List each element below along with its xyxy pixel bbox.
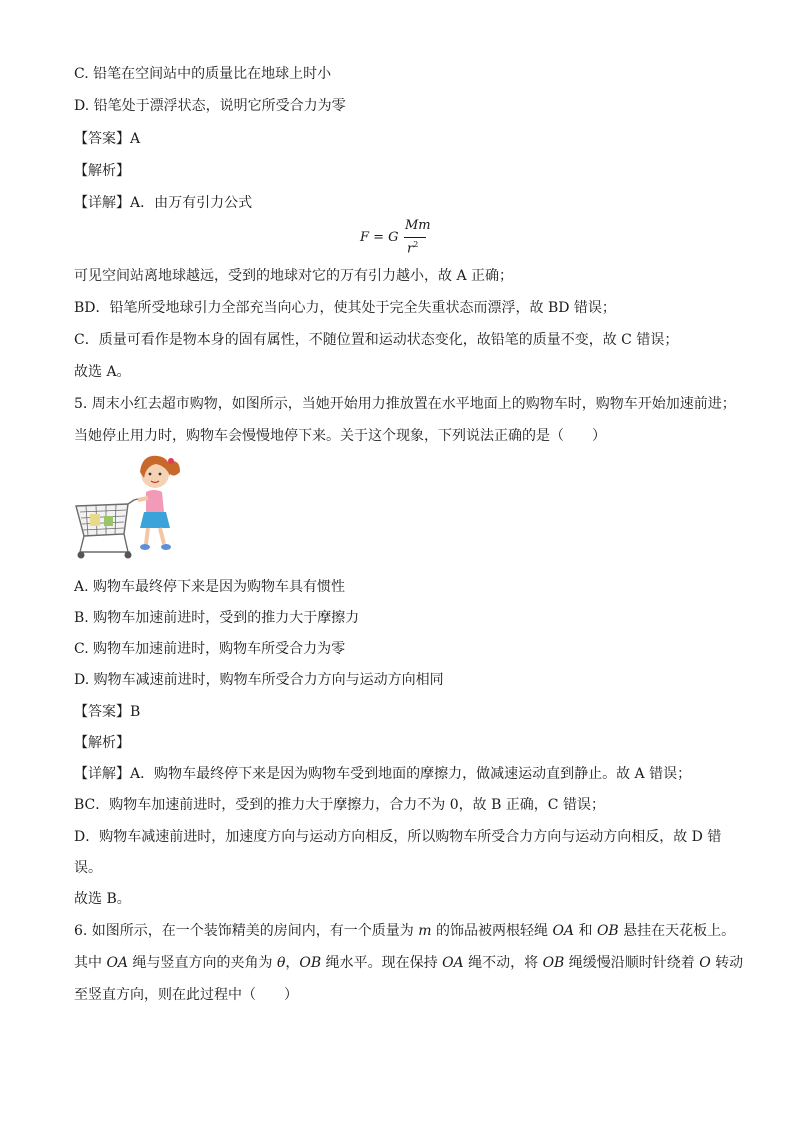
- girl-figure: [138, 456, 180, 550]
- option-c: C. 铅笔在空间站中的质量比在地球上时小: [74, 66, 332, 82]
- detail-line: C．质量可看作是物本身的固有属性，不随位置和运动状态变化，故铅笔的质量不变，故 C 错误；: [74, 332, 679, 348]
- option-a: A. 购物车最终停下来是因为购物车具有惯性: [74, 579, 346, 595]
- detail-d: D．购物车减速前进时，加速度方向与运动方向相反，所以购物车所受合力方向与运动方向相反，故 D 错: [74, 829, 722, 845]
- option-d: D. 铅笔处于漂浮状态，说明它所受合力为零: [74, 98, 346, 114]
- option-b: B. 购物车加速前进时，受到的推力大于摩擦力: [74, 610, 360, 626]
- question-6: 6. 如图所示，在一个装饰精美的房间内，有一个质量为 m 的饰品被两根轻绳 OA 和 OB 悬挂在天花板上。: [74, 923, 736, 939]
- option-d: D. 购物车减速前进时，购物车所受合力方向与运动方向相同: [74, 672, 444, 688]
- formula-denominator: $r^2$: [407, 240, 419, 257]
- analysis-label: 【解析】: [74, 163, 130, 179]
- answer-label: 【答案】A: [74, 131, 141, 147]
- question-6-end: 至竖直方向，则在此过程中（ ）: [74, 987, 298, 1003]
- choose-line: 故选 B。: [74, 891, 131, 907]
- detail-a: 【详解】A．由万有引力公式: [74, 195, 253, 211]
- fraction-bar: [404, 237, 426, 238]
- option-c: C. 购物车加速前进时，购物车所受合力为零: [74, 641, 346, 657]
- choose-line: 故选 A。: [74, 364, 131, 380]
- formula-numerator: Mm: [405, 218, 431, 233]
- gravitation-formula: [360, 218, 450, 262]
- detail-bc: BC．购物车加速前进时，受到的推力大于摩擦力，合力不为 0，故 B 正确，C 错误；: [74, 797, 605, 813]
- question-5: 5. 周末小红去超市购物，如图所示，当她开始用力推放置在水平地面上的购物车时，购物车开始加速前进；: [74, 396, 736, 412]
- detail-a: 【详解】A．购物车最终停下来是因为购物车受到地面的摩擦力，做减速运动直到静止。故 A 错误；: [74, 766, 692, 782]
- answer-label: 【答案】B: [74, 704, 141, 720]
- girl-pushing-cart-illustration: [72, 448, 192, 566]
- detail-line: 可见空间站离地球越远，受到的地球对它的万有引力越小，故 A 正确；: [74, 268, 514, 284]
- formula-lhs: F = G: [360, 230, 399, 245]
- question-6-cont: 其中 OA 绳与竖直方向的夹角为 θ，OB 绳水平。现在保持 OA 绳不动，将 OB 绳缓慢沿顺时针绕着 O 转动: [74, 955, 744, 971]
- question-5-cont: 当她停止用力时，购物车会慢慢地停下来。关于这个现象，下列说法正确的是（ ）: [74, 428, 606, 444]
- detail-d-cont: 误。: [74, 860, 102, 876]
- analysis-label: 【解析】: [74, 735, 130, 751]
- detail-line: BD．铅笔所受地球引力全部充当向心力，使其处于完全失重状态而漂浮，故 BD 错误；: [74, 300, 616, 316]
